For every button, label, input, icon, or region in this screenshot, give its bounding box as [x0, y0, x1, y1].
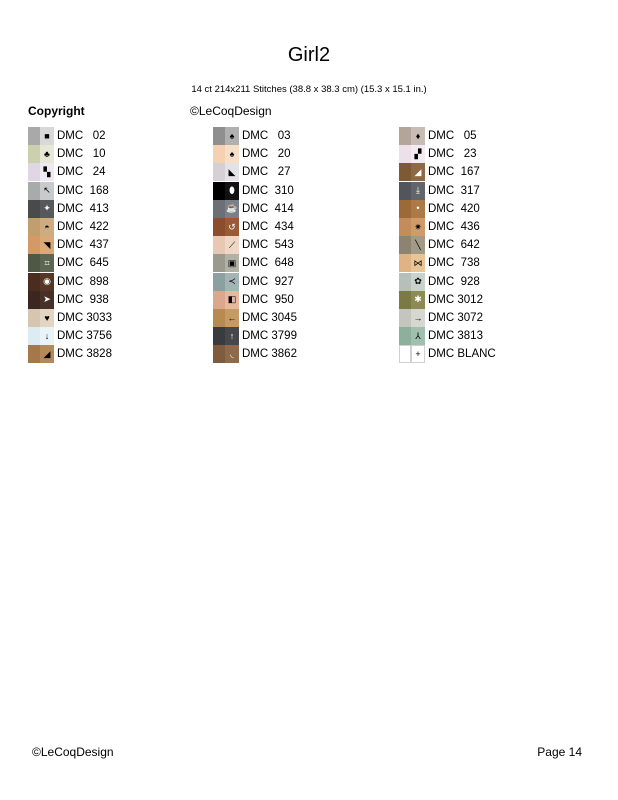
legend-label: DMC 3813 — [428, 330, 483, 343]
arrow-up-left-icon: ↖ — [40, 182, 54, 200]
stairs-icon: ▞ — [411, 145, 425, 163]
slash-icon: ⟋ — [225, 236, 239, 254]
color-swatch — [399, 218, 411, 236]
color-swatch — [28, 309, 40, 327]
legend-label: DMC 168 — [57, 184, 109, 197]
legend-row — [213, 345, 297, 363]
legend-row — [28, 218, 109, 236]
legend-label: DMC BLANC — [428, 348, 496, 361]
legend-label: DMC 310 — [242, 184, 294, 197]
legend-label: DMC 414 — [242, 202, 294, 215]
legend-label: DMC 645 — [57, 257, 109, 270]
heart-icon: ♥ — [40, 309, 54, 327]
half-circle-icon: ◓ — [40, 218, 54, 236]
color-swatch — [399, 254, 411, 272]
legend-row — [213, 327, 297, 345]
legend-label: DMC 543 — [242, 239, 294, 252]
legend-label: DMC 23 — [428, 148, 477, 161]
corner-triangle-icon: ◣ — [225, 163, 239, 181]
color-swatch — [213, 218, 225, 236]
legend-label: DMC 420 — [428, 202, 480, 215]
color-swatch — [399, 127, 411, 145]
color-swatch — [213, 127, 225, 145]
legend-row — [399, 254, 480, 272]
wedge-icon: ◢ — [411, 163, 425, 181]
color-swatch — [213, 291, 225, 309]
legend-row — [28, 182, 109, 200]
legend-label: DMC 02 — [57, 130, 106, 142]
copyright-owner: ©LeCoqDesign — [190, 104, 272, 118]
asterisk-icon: ✱ — [411, 291, 425, 309]
less-than-icon: ≺ — [225, 273, 239, 291]
color-swatch — [28, 182, 40, 200]
legend-label: DMC 950 — [242, 293, 294, 306]
legend-row — [213, 218, 294, 236]
legend-row — [213, 273, 294, 291]
checker-icon: ▚ — [40, 163, 54, 181]
starburst-icon: ✷ — [411, 218, 425, 236]
footer-copyright: ©LeCoqDesign — [32, 745, 114, 759]
legend-row — [399, 236, 480, 254]
color-swatch — [28, 345, 40, 363]
color-swatch — [213, 254, 225, 272]
color-swatch — [28, 145, 40, 163]
legend-row — [28, 309, 112, 327]
legend-row — [399, 327, 483, 345]
color-swatch — [399, 182, 411, 200]
color-swatch — [213, 163, 225, 181]
arrow-up-icon: ↑ — [225, 327, 239, 345]
color-swatch — [399, 273, 411, 291]
color-swatch — [213, 182, 225, 200]
club-icon: ♣ — [40, 145, 54, 163]
color-swatch — [28, 291, 40, 309]
legend-label: DMC 10 — [57, 148, 106, 161]
legend-row — [399, 309, 483, 327]
color-swatch — [399, 145, 411, 163]
legend-row — [213, 127, 291, 145]
spade-icon: ♠ — [225, 127, 239, 145]
legend-label: DMC 05 — [428, 130, 477, 142]
triangle-icon: ◥ — [40, 236, 54, 254]
color-swatch — [399, 327, 411, 345]
color-swatch — [399, 200, 411, 218]
arrowhead-icon: ➤ — [40, 291, 54, 309]
legend-row — [399, 182, 480, 200]
color-swatch — [399, 163, 411, 181]
legend-label: DMC 24 — [57, 166, 106, 179]
color-swatch — [213, 309, 225, 327]
legend-row — [28, 345, 112, 363]
legend-label: DMC 3033 — [57, 312, 112, 324]
legend-label: DMC 422 — [57, 221, 109, 233]
color-swatch — [399, 309, 411, 327]
color-swatch — [28, 327, 40, 345]
color-swatch — [213, 200, 225, 218]
legend-label: DMC 03 — [242, 130, 291, 142]
legend-label: DMC 3799 — [242, 330, 297, 343]
color-swatch — [399, 291, 411, 309]
color-swatch — [28, 273, 40, 291]
page-title: Girl2 — [287, 44, 331, 66]
color-swatch — [28, 218, 40, 236]
legend-row — [399, 218, 480, 236]
legend-row — [399, 345, 496, 363]
legend-label: DMC 738 — [428, 257, 480, 270]
legend-label: DMC 317 — [428, 184, 480, 197]
dot-icon: • — [411, 200, 425, 218]
legend-row — [28, 163, 106, 181]
legend-label: DMC 3072 — [428, 312, 483, 324]
mushroom-icon: ✦ — [40, 200, 54, 218]
color-swatch — [213, 345, 225, 363]
legend-label: DMC 3045 — [242, 312, 297, 324]
boot-icon: ◢ — [40, 345, 54, 363]
legend-row — [399, 291, 483, 309]
half-square-icon: ◧ — [225, 291, 239, 309]
copyright-label: Copyright — [28, 104, 85, 118]
legend-row — [213, 254, 294, 272]
legend-label: DMC 437 — [57, 239, 109, 252]
legend-row — [28, 273, 109, 291]
legend-label: DMC 20 — [242, 148, 291, 161]
color-swatch — [213, 145, 225, 163]
download-icon: ⤓ — [411, 182, 425, 200]
legend-row — [28, 236, 109, 254]
legend-label: DMC 413 — [57, 202, 109, 215]
legend-row — [213, 291, 294, 309]
spade-up-icon: ♠ — [225, 145, 239, 163]
arrow-down-icon: ↓ — [40, 327, 54, 345]
legend-label: DMC 434 — [242, 221, 294, 233]
color-swatch — [399, 236, 411, 254]
legend-label: DMC 436 — [428, 221, 480, 233]
legend-row — [213, 200, 294, 218]
color-swatch — [28, 127, 40, 145]
bowtie-icon: ⋈ — [411, 254, 425, 272]
legend-row — [28, 291, 109, 309]
backslash-icon: ╲ — [411, 236, 425, 254]
legend-label: DMC 3828 — [57, 348, 112, 361]
arrow-right-icon: → — [411, 309, 425, 327]
legend-row — [28, 254, 109, 272]
legend-row — [213, 309, 297, 327]
legend-label: DMC 3012 — [428, 293, 483, 306]
hash-icon: ⌗ — [40, 254, 54, 272]
legend-label: DMC 642 — [428, 239, 480, 252]
legend-label: DMC 167 — [428, 166, 480, 179]
legend-label: DMC 928 — [428, 275, 480, 288]
color-swatch — [28, 200, 40, 218]
legend-row — [399, 200, 480, 218]
legend-row — [28, 327, 112, 345]
legend-label: DMC 3756 — [57, 330, 112, 343]
square-outline-icon: ▣ — [225, 254, 239, 272]
color-swatch — [399, 345, 411, 363]
cup-icon: ☕ — [225, 200, 239, 218]
legend-label: DMC 3862 — [242, 348, 297, 361]
color-swatch — [213, 273, 225, 291]
diamond-icon: ♦ — [411, 127, 425, 145]
legend-label: DMC 927 — [242, 275, 294, 288]
tripod-icon: ⅄ — [411, 327, 425, 345]
flower-icon: ✿ — [411, 273, 425, 291]
stitch-info: 14 ct 214x211 Stitches (38.8 x 38.3 cm) (15.3 x 15.1 in.) — [191, 84, 427, 95]
arrow-left-icon: ← — [225, 309, 239, 327]
legend-row — [399, 163, 480, 181]
legend-row — [399, 273, 480, 291]
color-swatch — [28, 254, 40, 272]
legend-row — [399, 127, 477, 145]
square-icon: ■ — [40, 127, 54, 145]
color-swatch — [213, 236, 225, 254]
legend-row — [28, 145, 106, 163]
legend-row — [213, 182, 294, 200]
rotate-icon: ↺ — [225, 218, 239, 236]
color-swatch — [213, 327, 225, 345]
crescent-icon: ◟ — [225, 345, 239, 363]
legend-label: DMC 898 — [57, 275, 109, 288]
legend-label: DMC 648 — [242, 257, 294, 270]
legend-row — [213, 236, 294, 254]
legend-row — [28, 127, 106, 145]
page-number: Page 14 — [537, 745, 582, 759]
plus-icon: + — [411, 345, 425, 363]
legend-label: DMC 27 — [242, 166, 291, 179]
legend-label: DMC 938 — [57, 293, 109, 306]
legend-row — [213, 163, 291, 181]
bottle-icon: ⬮ — [225, 182, 239, 200]
color-swatch — [28, 236, 40, 254]
color-swatch — [28, 163, 40, 181]
legend-row — [399, 145, 477, 163]
legend-row — [213, 145, 291, 163]
legend-row — [28, 200, 109, 218]
circle-dot-icon: ◉ — [40, 273, 54, 291]
